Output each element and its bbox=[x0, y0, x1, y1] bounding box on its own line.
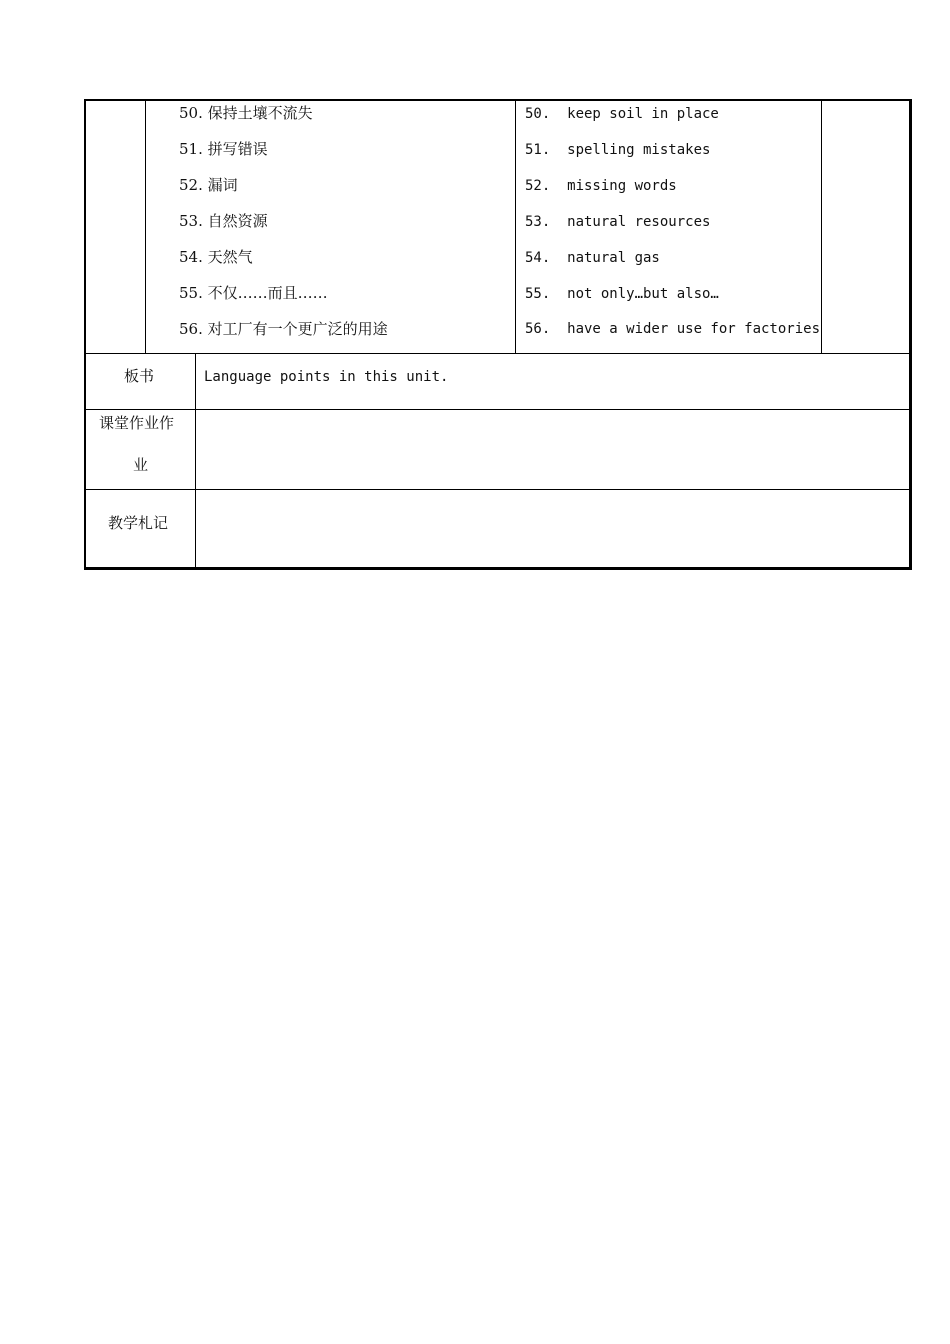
row-divider-3 bbox=[84, 489, 912, 490]
vocab-cn-item: 51. 拼写错误 bbox=[179, 140, 268, 158]
board-label: 板书 bbox=[124, 367, 155, 385]
notes-label: 教学札记 bbox=[108, 514, 169, 532]
table-border-bottom bbox=[84, 567, 912, 570]
row-divider-2 bbox=[84, 409, 912, 410]
homework-label-line1: 课堂作业作 bbox=[99, 414, 175, 432]
col-divider-2 bbox=[515, 99, 516, 354]
table-border-left bbox=[84, 99, 86, 570]
vocab-en-item: 51. spelling mistakes bbox=[525, 142, 711, 158]
vocab-cn-item: 53. 自然资源 bbox=[179, 212, 268, 230]
label-col-divider bbox=[195, 353, 196, 569]
vocab-cn-item: 54. 天然气 bbox=[179, 248, 253, 266]
vocab-cn-item: 50. 保持土壤不流失 bbox=[179, 104, 313, 122]
vocab-en-item: 52. missing words bbox=[525, 178, 677, 194]
board-content: Language points in this unit. bbox=[204, 369, 449, 385]
row-divider-1 bbox=[84, 353, 912, 354]
vocab-cn-item: 52. 漏词 bbox=[179, 176, 238, 194]
homework-label-line2: 业 bbox=[133, 456, 149, 474]
vocab-cn-item: 55. 不仅……而且…… bbox=[179, 284, 328, 302]
table-border-right bbox=[909, 99, 912, 570]
vocab-cn-item: 56. 对工厂有一个更广泛的用途 bbox=[179, 320, 388, 338]
vocab-en-item: 53. natural resources bbox=[525, 214, 711, 230]
table-border-top bbox=[84, 99, 912, 101]
col-divider-3 bbox=[821, 99, 822, 354]
vocab-en-item: 55. not only…but also… bbox=[525, 286, 719, 302]
vocab-en-item: 50. keep soil in place bbox=[525, 106, 719, 122]
vocab-en-item: 56. have a wider use for factories bbox=[525, 321, 821, 337]
vocab-en-item: 54. natural gas bbox=[525, 250, 660, 266]
col-divider-1 bbox=[145, 99, 146, 354]
